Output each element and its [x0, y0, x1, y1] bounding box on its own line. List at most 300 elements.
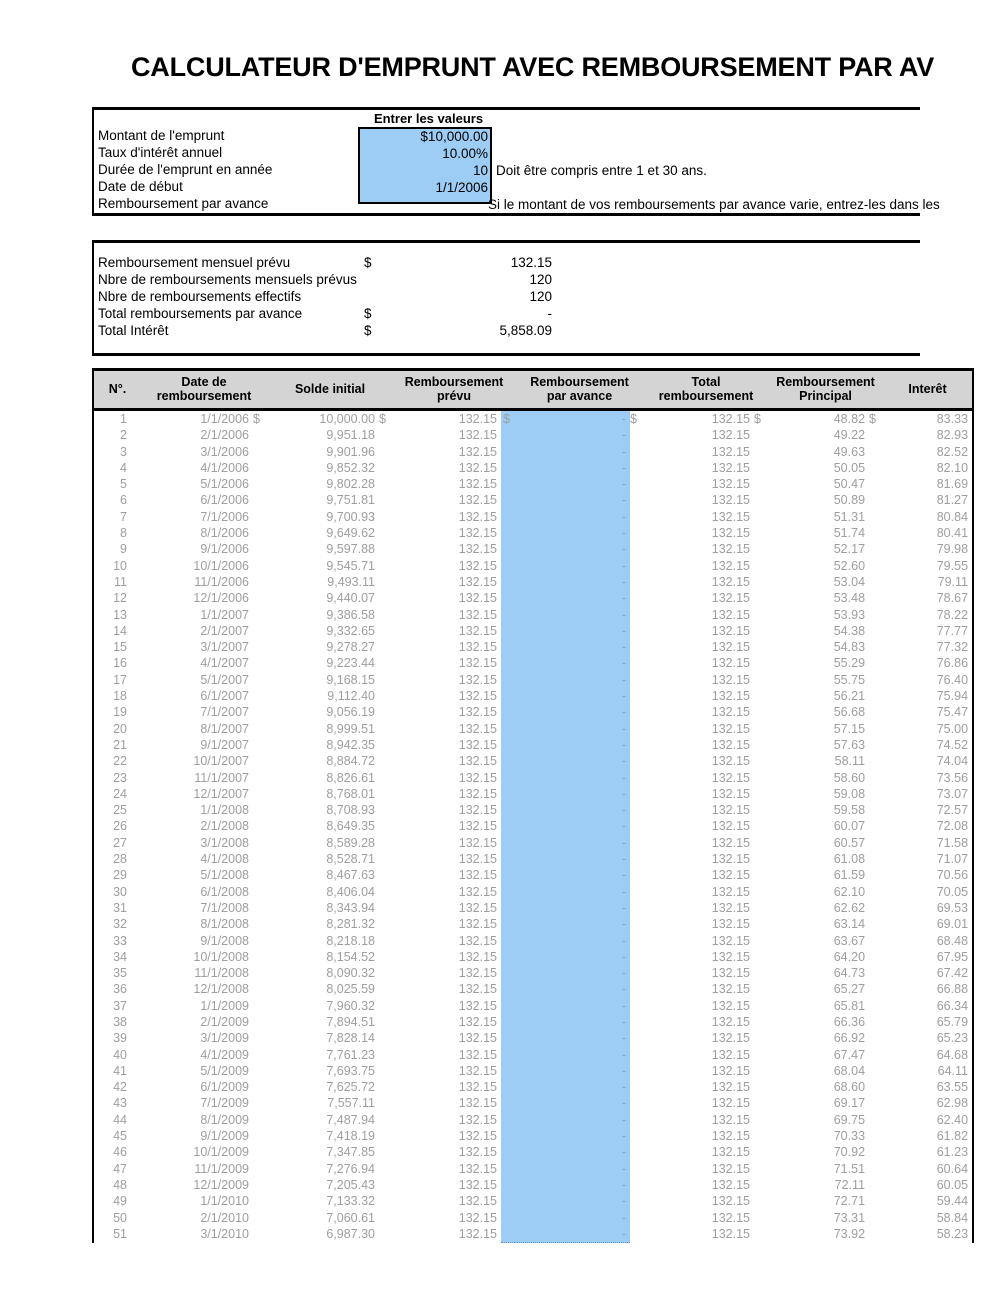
- cell-currency-prepayment[interactable]: [501, 1193, 515, 1209]
- cell-total-payment: 132.15: [711, 1145, 751, 1160]
- cell-opening-balance: 8,406.04: [326, 884, 376, 899]
- col-header-number[interactable]: N°.: [93, 370, 141, 410]
- cell-currency-total: [630, 688, 644, 704]
- cell-prepayment[interactable]: -: [515, 427, 630, 443]
- cell-currency-prepayment[interactable]: [501, 655, 515, 671]
- cell-currency-principal: [754, 835, 768, 851]
- cell-prepayment[interactable]: -: [515, 1014, 630, 1030]
- cell-scheduled-payment: 132.15: [458, 982, 498, 997]
- page-title: CALCULATEUR D'EMPRUNT AVEC REMBOURSEMENT PAR AV: [131, 52, 935, 82]
- cell-currency-scheduled: [379, 476, 393, 492]
- cell-currency-prepayment[interactable]: [501, 1014, 515, 1030]
- cell-currency-prepayment[interactable]: [501, 607, 515, 623]
- cell-interest: 72.08: [883, 818, 973, 834]
- note-loan-term-range: Doit être compris entre 1 et 30 ans.: [496, 163, 707, 178]
- cell-currency-scheduled: [379, 1014, 393, 1030]
- cell-currency-prepayment[interactable]: [501, 737, 515, 753]
- cell-currency-total: [630, 1079, 644, 1095]
- cell-interest: 62.40: [883, 1112, 973, 1128]
- cell-payment-date: 1/1/2009: [200, 998, 249, 1013]
- cell-total-payment: 132.15: [711, 770, 751, 785]
- cell-prepayment[interactable]: -: [515, 1226, 630, 1243]
- cell-currency-prepayment[interactable]: [501, 672, 515, 688]
- cell-currency-prepayment[interactable]: [501, 427, 515, 443]
- cell-total-payment: 132.15: [711, 412, 751, 426]
- cell-opening-balance: 9,951.18: [326, 428, 376, 443]
- cell-total-payment: 132.15: [711, 1096, 751, 1111]
- cell-prepayment[interactable]: -: [515, 1030, 630, 1046]
- cell-prepayment[interactable]: -: [515, 884, 630, 900]
- cell-number: 12: [93, 590, 141, 606]
- col-header-prepayment[interactable]: Remboursement par avance: [515, 370, 644, 410]
- cell-currency-balance: [253, 802, 267, 818]
- cell-interest: 58.84: [883, 1210, 973, 1226]
- cell-currency-prepayment[interactable]: [501, 704, 515, 720]
- cell-scheduled-payment: 132.15: [458, 998, 498, 1013]
- cell-prepayment[interactable]: -: [515, 770, 630, 786]
- cell-currency-prepayment[interactable]: [501, 590, 515, 606]
- col-header-opening-balance[interactable]: Solde initial: [267, 370, 393, 410]
- cell-interest: 64.11: [883, 1063, 973, 1079]
- cell-currency-principal: [754, 867, 768, 883]
- cell-currency-prepayment[interactable]: [501, 509, 515, 525]
- cell-currency-total: [630, 786, 644, 802]
- cell-currency-balance: [253, 818, 267, 834]
- cell-total-payment: 132.15: [711, 819, 751, 834]
- cell-prepayment[interactable]: -: [515, 965, 630, 981]
- parameters-top-rule: [92, 107, 920, 110]
- cell-currency-principal: [754, 688, 768, 704]
- table-row: [93, 1095, 973, 1111]
- table-row: [93, 1014, 973, 1030]
- cell-currency-scheduled: [379, 444, 393, 460]
- cell-currency-scheduled: [379, 1128, 393, 1144]
- cell-currency-total: [630, 460, 644, 476]
- cell-payment-date: 7/1/2008: [200, 900, 249, 915]
- cell-opening-balance: 9,751.81: [326, 493, 376, 508]
- cell-payment-date: 6/1/2006: [200, 493, 249, 508]
- table-row: [93, 1144, 973, 1160]
- cell-opening-balance: 8,154.52: [326, 949, 376, 964]
- cell-scheduled-payment: 132.15: [458, 1145, 498, 1160]
- cell-principal: 68.04: [833, 1063, 866, 1078]
- cell-currency-prepayment[interactable]: [501, 444, 515, 460]
- cell-payment-date: 11/1/2008: [194, 966, 249, 981]
- cell-currency-total: [630, 770, 644, 786]
- cell-scheduled-payment: 132.15: [458, 835, 498, 850]
- cell-prepayment[interactable]: -: [515, 590, 630, 606]
- cell-payment-date: 1/1/2010: [200, 1194, 249, 1209]
- cell-prepayment[interactable]: -: [515, 1144, 630, 1160]
- table-row: [93, 884, 973, 900]
- table-header-row: [93, 370, 973, 410]
- cell-scheduled-payment: 132.15: [458, 477, 498, 492]
- cell-number: 31: [93, 900, 141, 916]
- cell-prepayment[interactable]: -: [515, 721, 630, 737]
- cell-currency-total: [630, 558, 644, 574]
- cell-prepayment[interactable]: -: [515, 949, 630, 965]
- col-header-scheduled-payment[interactable]: Remboursement prévu: [393, 370, 515, 410]
- cell-interest: 77.32: [883, 639, 973, 655]
- cell-currency-principal: [754, 607, 768, 623]
- cell-number: 28: [93, 851, 141, 867]
- cell-number: 20: [93, 721, 141, 737]
- cell-prepayment[interactable]: -: [515, 558, 630, 574]
- cell-currency-total: [630, 1128, 644, 1144]
- cell-currency-balance: [253, 1226, 267, 1243]
- cell-currency-principal: [754, 1193, 768, 1209]
- cell-currency-prepayment[interactable]: [501, 460, 515, 476]
- cell-prepayment[interactable]: -: [515, 672, 630, 688]
- cell-currency-balance: [253, 525, 267, 541]
- cell-currency-total: [630, 884, 644, 900]
- cell-currency-balance: [253, 590, 267, 606]
- cell-scheduled-payment: 132.15: [458, 1227, 498, 1242]
- cell-currency-interest: [869, 574, 883, 590]
- cell-currency-prepayment[interactable]: [501, 1095, 515, 1111]
- cell-scheduled-payment: 132.15: [458, 803, 498, 818]
- cell-currency-prepayment[interactable]: $: [501, 410, 515, 428]
- cell-interest: 71.07: [883, 851, 973, 867]
- cell-currency-prepayment[interactable]: [501, 802, 515, 818]
- cell-scheduled-payment: 132.15: [458, 607, 498, 622]
- cell-currency-principal: [754, 770, 768, 786]
- cell-currency-prepayment[interactable]: [501, 949, 515, 965]
- cell-currency-total: [630, 949, 644, 965]
- input-loan-term-years[interactable]: 10: [472, 163, 488, 178]
- cell-currency-prepayment[interactable]: [501, 916, 515, 932]
- cell-currency-prepayment[interactable]: [501, 721, 515, 737]
- cell-prepayment[interactable]: -: [515, 998, 630, 1014]
- cell-currency-total: [630, 965, 644, 981]
- table-row: [93, 998, 973, 1014]
- cell-currency-interest: [869, 1063, 883, 1079]
- cell-currency-total: [630, 900, 644, 916]
- cell-prepayment[interactable]: -: [515, 1047, 630, 1063]
- cell-currency-principal: [754, 476, 768, 492]
- cell-prepayment[interactable]: -: [515, 655, 630, 671]
- cell-prepayment[interactable]: -: [515, 623, 630, 639]
- cell-currency-principal: [754, 949, 768, 965]
- cell-currency-scheduled: [379, 1193, 393, 1209]
- cell-principal: 60.57: [833, 835, 866, 850]
- cell-total-payment: 132.15: [711, 656, 751, 671]
- cell-prepayment[interactable]: -: [515, 737, 630, 753]
- cell-scheduled-payment: 132.15: [458, 623, 498, 638]
- cell-currency-balance: [253, 1030, 267, 1046]
- cell-prepayment[interactable]: -: [515, 916, 630, 932]
- cell-principal: 65.27: [833, 982, 866, 997]
- cell-scheduled-payment: 132.15: [458, 1047, 498, 1062]
- cell-prepayment[interactable]: -: [515, 410, 630, 428]
- cell-principal: 66.36: [833, 1014, 866, 1029]
- cell-currency-balance: [253, 704, 267, 720]
- cell-total-payment: 132.15: [711, 1177, 751, 1192]
- cell-prepayment[interactable]: -: [515, 818, 630, 834]
- cell-currency-prepayment[interactable]: [501, 965, 515, 981]
- cell-prepayment[interactable]: -: [515, 509, 630, 525]
- cell-number: 38: [93, 1014, 141, 1030]
- parameters-left-rule: [92, 107, 94, 216]
- cell-scheduled-payment: 132.15: [458, 558, 498, 573]
- cell-currency-principal: [754, 737, 768, 753]
- cell-opening-balance: 8,090.32: [326, 966, 376, 981]
- cell-currency-total: [630, 1095, 644, 1111]
- cell-prepayment[interactable]: -: [515, 525, 630, 541]
- cell-opening-balance: 7,894.51: [326, 1014, 376, 1029]
- cell-total-payment: 132.15: [711, 574, 751, 589]
- cell-currency-balance: [253, 427, 267, 443]
- cell-prepayment[interactable]: -: [515, 460, 630, 476]
- cell-principal: 59.58: [833, 803, 866, 818]
- cell-prepayment[interactable]: -: [515, 639, 630, 655]
- cell-principal: 54.83: [833, 640, 866, 655]
- cell-currency-prepayment[interactable]: [501, 1030, 515, 1046]
- table-row: [93, 444, 973, 460]
- table-row: [93, 851, 973, 867]
- cell-number: 44: [93, 1112, 141, 1128]
- cell-currency-prepayment[interactable]: [501, 492, 515, 508]
- cell-currency-prepayment[interactable]: [501, 884, 515, 900]
- cell-prepayment[interactable]: -: [515, 574, 630, 590]
- cell-prepayment[interactable]: -: [515, 1128, 630, 1144]
- cell-prepayment[interactable]: -: [515, 1193, 630, 1209]
- cell-currency-principal: [754, 655, 768, 671]
- cell-currency-prepayment[interactable]: [501, 639, 515, 655]
- cell-prepayment[interactable]: -: [515, 1177, 630, 1193]
- cell-prepayment[interactable]: -: [515, 900, 630, 916]
- cell-number: 16: [93, 655, 141, 671]
- cell-prepayment[interactable]: -: [515, 835, 630, 851]
- cell-currency-prepayment[interactable]: [501, 1144, 515, 1160]
- cell-currency-prepayment[interactable]: [501, 851, 515, 867]
- cell-currency-total: [630, 1047, 644, 1063]
- cell-prepayment[interactable]: -: [515, 1210, 630, 1226]
- cell-currency-total: [630, 574, 644, 590]
- cell-currency-prepayment[interactable]: [501, 786, 515, 802]
- col-header-principal[interactable]: Remboursement Principal: [768, 370, 883, 410]
- cell-principal: 67.47: [833, 1047, 866, 1062]
- currency-monthly-payment: $: [364, 255, 372, 270]
- cell-currency-prepayment[interactable]: [501, 998, 515, 1014]
- cell-currency-prepayment[interactable]: [501, 476, 515, 492]
- value-total-interest: 5,858.09: [499, 323, 552, 338]
- cell-scheduled-payment: 132.15: [458, 428, 498, 443]
- cell-prepayment[interactable]: -: [515, 802, 630, 818]
- cell-currency-prepayment[interactable]: [501, 1063, 515, 1079]
- cell-currency-prepayment[interactable]: [501, 753, 515, 769]
- cell-scheduled-payment: 132.15: [458, 1063, 498, 1078]
- cell-prepayment[interactable]: -: [515, 933, 630, 949]
- cell-currency-prepayment[interactable]: [501, 541, 515, 557]
- cell-number: 1: [93, 410, 141, 428]
- cell-currency-prepayment[interactable]: [501, 525, 515, 541]
- cell-principal: 56.68: [833, 705, 866, 720]
- cell-interest: 76.86: [883, 655, 973, 671]
- cell-currency-principal: [754, 1079, 768, 1095]
- cell-currency-balance: [253, 541, 267, 557]
- cell-currency-total: [630, 1193, 644, 1209]
- cell-prepayment[interactable]: -: [515, 688, 630, 704]
- cell-currency-interest: [869, 916, 883, 932]
- cell-opening-balance: 9,901.96: [326, 444, 376, 459]
- cell-currency-prepayment[interactable]: [501, 1177, 515, 1193]
- cell-number: 36: [93, 981, 141, 997]
- cell-prepayment[interactable]: -: [515, 981, 630, 997]
- cell-currency-prepayment[interactable]: [501, 623, 515, 639]
- cell-prepayment[interactable]: -: [515, 1063, 630, 1079]
- cell-currency-scheduled: [379, 525, 393, 541]
- cell-prepayment[interactable]: -: [515, 492, 630, 508]
- cell-prepayment[interactable]: -: [515, 607, 630, 623]
- cell-currency-balance: [253, 1112, 267, 1128]
- cell-currency-principal: [754, 1047, 768, 1063]
- cell-prepayment[interactable]: -: [515, 851, 630, 867]
- cell-scheduled-payment: 132.15: [458, 1161, 498, 1176]
- cell-currency-prepayment[interactable]: [501, 1161, 515, 1177]
- cell-scheduled-payment: 132.15: [458, 1194, 498, 1209]
- cell-currency-principal: [754, 884, 768, 900]
- cell-prepayment[interactable]: -: [515, 1095, 630, 1111]
- cell-currency-prepayment[interactable]: [501, 574, 515, 590]
- cell-total-payment: 132.15: [711, 754, 751, 769]
- cell-interest: 61.23: [883, 1144, 973, 1160]
- cell-prepayment[interactable]: -: [515, 867, 630, 883]
- cell-number: 2: [93, 427, 141, 443]
- cell-currency-prepayment[interactable]: [501, 688, 515, 704]
- cell-payment-date: 6/1/2007: [200, 689, 249, 704]
- cell-currency-principal: [754, 1095, 768, 1111]
- cell-number: 34: [93, 949, 141, 965]
- cell-currency-prepayment[interactable]: [501, 1128, 515, 1144]
- cell-prepayment[interactable]: -: [515, 541, 630, 557]
- cell-currency-principal: [754, 851, 768, 867]
- col-header-total-payment[interactable]: Total remboursement: [644, 370, 768, 410]
- cell-currency-prepayment[interactable]: [501, 1079, 515, 1095]
- cell-payment-date: 12/1/2008: [193, 982, 249, 997]
- summary-top-rule: [92, 240, 920, 243]
- cell-currency-prepayment[interactable]: [501, 818, 515, 834]
- cell-number: 45: [93, 1128, 141, 1144]
- cell-currency-interest: [869, 1177, 883, 1193]
- cell-currency-principal: [754, 525, 768, 541]
- cell-currency-prepayment[interactable]: [501, 835, 515, 851]
- cell-currency-scheduled: [379, 737, 393, 753]
- cell-currency-prepayment[interactable]: [501, 558, 515, 574]
- cell-currency-scheduled: [379, 818, 393, 834]
- cell-currency-total: $: [630, 412, 637, 426]
- cell-prepayment[interactable]: -: [515, 1161, 630, 1177]
- cell-currency-scheduled: [379, 867, 393, 883]
- cell-currency-principal: [754, 965, 768, 981]
- cell-total-payment: 132.15: [711, 1161, 751, 1176]
- cell-currency-principal: [754, 1030, 768, 1046]
- cell-currency-balance: [253, 851, 267, 867]
- cell-prepayment[interactable]: -: [515, 1112, 630, 1128]
- cell-number: 13: [93, 607, 141, 623]
- cell-interest: 69.01: [883, 916, 973, 932]
- cell-currency-prepayment[interactable]: [501, 1226, 515, 1243]
- cell-currency-principal: [754, 1177, 768, 1193]
- cell-interest: 58.23: [883, 1226, 973, 1243]
- cell-currency-prepayment[interactable]: [501, 1210, 515, 1226]
- cell-interest: 67.95: [883, 949, 973, 965]
- cell-currency-prepayment[interactable]: [501, 1047, 515, 1063]
- cell-principal: 51.74: [833, 526, 866, 541]
- cell-principal: 64.73: [833, 966, 866, 981]
- cell-currency-total: [630, 1112, 644, 1128]
- cell-currency-balance: [253, 949, 267, 965]
- cell-currency-total: [630, 916, 644, 932]
- cell-total-payment: 132.15: [711, 982, 751, 997]
- cell-currency-interest: [869, 737, 883, 753]
- cell-currency-interest: [869, 1193, 883, 1209]
- cell-principal: 63.67: [833, 933, 866, 948]
- cell-total-payment: 132.15: [711, 737, 751, 752]
- cell-payment-date: 3/1/2009: [200, 1031, 249, 1046]
- cell-currency-total: [630, 1030, 644, 1046]
- cell-currency-balance: [253, 1128, 267, 1144]
- cell-currency-interest: [869, 1112, 883, 1128]
- table-row: [93, 835, 973, 851]
- cell-currency-scheduled: $: [379, 412, 386, 426]
- cell-interest: 69.53: [883, 900, 973, 916]
- cell-currency-interest: [869, 607, 883, 623]
- cell-interest: 66.88: [883, 981, 973, 997]
- input-start-date[interactable]: 1/1/2006: [435, 180, 488, 195]
- cell-total-payment: 132.15: [711, 1129, 751, 1144]
- cell-scheduled-payment: 132.15: [458, 917, 498, 932]
- cell-total-payment: 132.15: [711, 917, 751, 932]
- cell-currency-prepayment[interactable]: [501, 867, 515, 883]
- cell-number: 29: [93, 867, 141, 883]
- cell-currency-total: [630, 998, 644, 1014]
- input-loan-amount[interactable]: $10,000.00: [420, 129, 488, 144]
- cell-number: 30: [93, 884, 141, 900]
- cell-prepayment[interactable]: -: [515, 1079, 630, 1095]
- cell-currency-prepayment[interactable]: [501, 1112, 515, 1128]
- cell-currency-principal: [754, 574, 768, 590]
- cell-principal: 71.51: [833, 1161, 866, 1176]
- cell-interest: 79.11: [883, 574, 973, 590]
- cell-currency-balance: [253, 1063, 267, 1079]
- input-annual-rate[interactable]: 10.00%: [442, 146, 488, 161]
- cell-prepayment[interactable]: -: [515, 704, 630, 720]
- col-header-payment-date[interactable]: Date de remboursement: [141, 370, 267, 410]
- cell-prepayment[interactable]: -: [515, 786, 630, 802]
- cell-opening-balance: 7,347.85: [326, 1145, 376, 1160]
- cell-interest: 79.55: [883, 558, 973, 574]
- cell-prepayment[interactable]: -: [515, 753, 630, 769]
- cell-currency-prepayment[interactable]: [501, 900, 515, 916]
- cell-currency-prepayment[interactable]: [501, 933, 515, 949]
- table-row: [93, 1063, 973, 1079]
- cell-number: 46: [93, 1144, 141, 1160]
- cell-currency-prepayment[interactable]: [501, 981, 515, 997]
- cell-currency-interest: [869, 639, 883, 655]
- cell-principal: 55.75: [833, 672, 866, 687]
- cell-currency-balance: [253, 623, 267, 639]
- cell-currency-prepayment[interactable]: [501, 770, 515, 786]
- cell-prepayment[interactable]: -: [515, 476, 630, 492]
- cell-prepayment[interactable]: -: [515, 444, 630, 460]
- cell-currency-principal: [754, 998, 768, 1014]
- cell-payment-date: 4/1/2007: [200, 656, 249, 671]
- col-header-interest[interactable]: Interêt: [883, 370, 973, 410]
- table-row: [93, 525, 973, 541]
- cell-scheduled-payment: 132.15: [458, 412, 498, 426]
- cell-currency-interest: [869, 786, 883, 802]
